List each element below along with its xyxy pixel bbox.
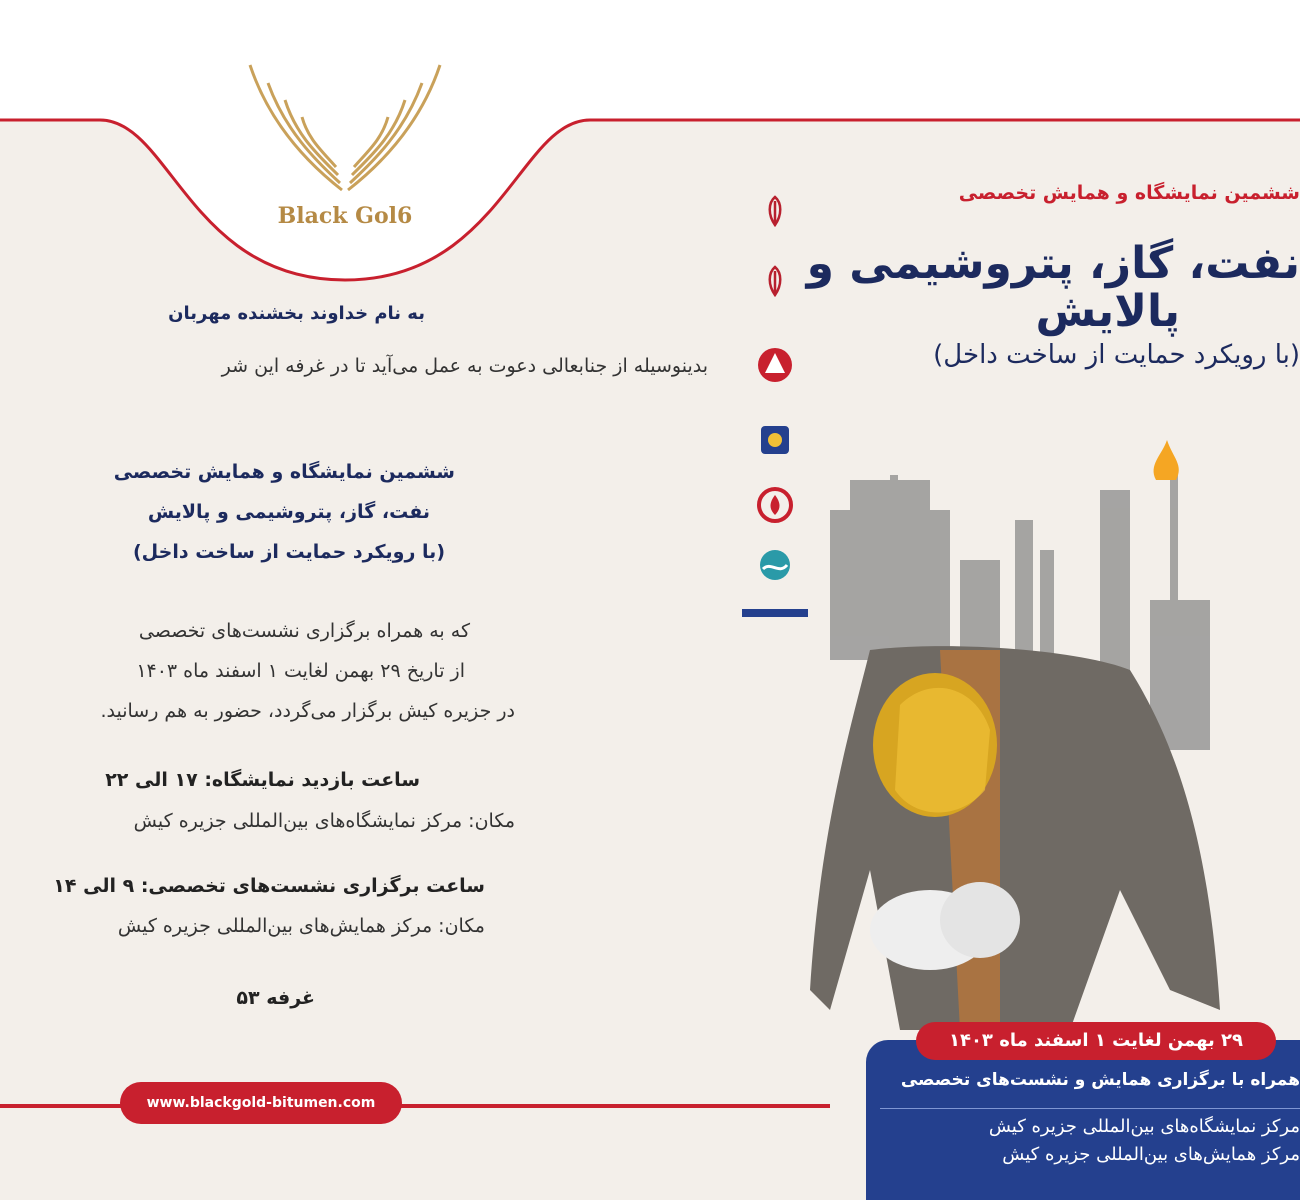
iran-emblem-icon xyxy=(740,195,810,265)
event-line-2: نفت، گاز، پتروشیمی و پالایش xyxy=(147,501,430,523)
intro-text: بدینوسیله از جنابعالی دعوت به عمل می‌آید تا در غرفه این شر xyxy=(221,355,708,377)
poster-title-line-2: پالایش xyxy=(1035,286,1180,337)
body-line-2: از تاریخ ۲۹ بهمن لغایت ۱ اسفند ماه ۱۴۰۳ xyxy=(136,660,465,682)
panel-divider xyxy=(880,1108,1300,1109)
panel-line-3: مرکز همایش‌های بین‌المللی جزیره کیش xyxy=(1002,1144,1300,1165)
panel-line-2: مرکز نمایشگاه‌های بین‌المللی جزیره کیش xyxy=(988,1116,1300,1137)
event-line-3: (با رویکرد حمایت از ساخت داخل) xyxy=(132,541,445,563)
session-place: مکان: مرکز همایش‌های بین‌المللی جزیره کیش xyxy=(117,915,485,937)
visit-place: مکان: مرکز نمایشگاه‌های بین‌المللی جزیره کیش xyxy=(133,810,515,832)
event-line-1: ششمین نمایشگاه و همایش تخصصی xyxy=(113,461,455,483)
poster-title-line-1: نفت، گاز، پتروشیمی و xyxy=(806,238,1300,289)
greeting: به نام خداوند بخشنده مهربان xyxy=(168,303,425,324)
website-link[interactable]: www.blackgold-bitumen.com xyxy=(120,1082,402,1124)
partner-banner-icon xyxy=(740,605,810,675)
session-hours: ساعت برگزاری نشست‌های تخصصی: ۹ الی ۱۴ xyxy=(53,875,485,897)
iran-emblem-icon xyxy=(740,265,810,335)
body-line-3: در جزیره کیش برگزار می‌گردد، حضور به هم رسانید. xyxy=(100,700,515,722)
oil-company-logo-icon xyxy=(740,420,810,490)
event-info-panel xyxy=(866,1040,1300,1200)
poster-subtitle: (با رویکرد حمایت از ساخت داخل) xyxy=(933,340,1300,370)
body-line-1: که به همراه برگزاری نشست‌های تخصصی xyxy=(138,620,470,642)
brand-name: Black Gol6 xyxy=(277,203,413,229)
event-date-badge: ۲۹ بهمن لغایت ۱ اسفند ماه ۱۴۰۳ xyxy=(916,1022,1276,1060)
booth-number: غرفه ۵۳ xyxy=(236,987,315,1009)
poster-top-line: ششمین نمایشگاه و همایش تخصصی xyxy=(958,182,1300,204)
sponsor-logos xyxy=(740,185,810,625)
panel-line-1: همراه با برگزاری همایش و نشست‌های تخصصی xyxy=(900,1070,1300,1090)
ministry-logo-icon xyxy=(740,345,810,415)
visit-hours: ساعت بازدید نمایشگاه: ۱۷ الی ۲۲ xyxy=(105,769,420,791)
